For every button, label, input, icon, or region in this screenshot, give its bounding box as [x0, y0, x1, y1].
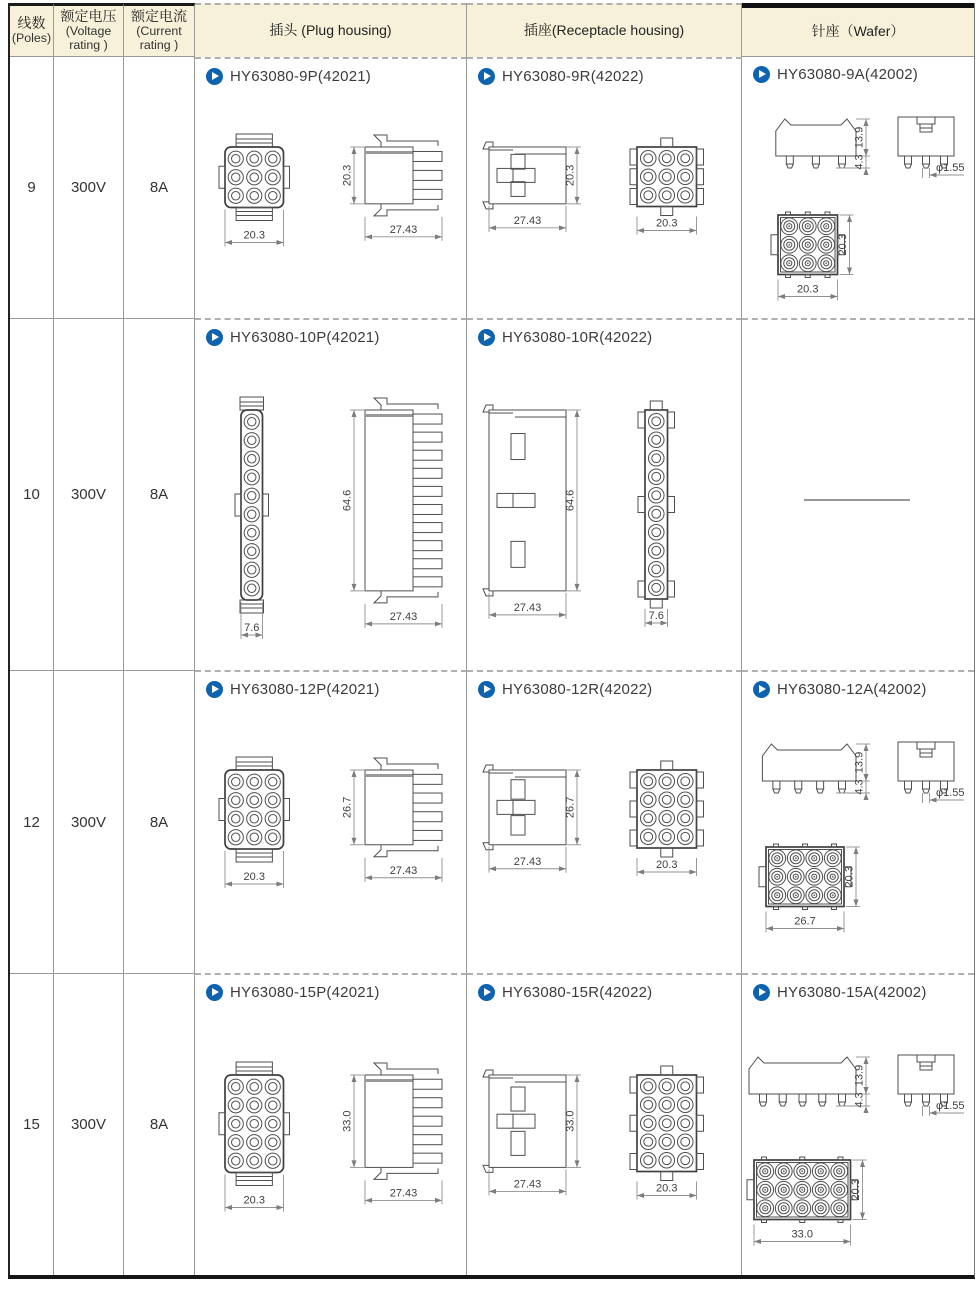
play-icon: [478, 984, 495, 1001]
header-current-en1: (Current: [136, 23, 182, 38]
wafer-drawing: [742, 672, 974, 973]
dim-label: 7.6: [244, 622, 260, 634]
receptacle-drawing: [467, 320, 742, 670]
part-number-label: HY63080-9R(42022): [502, 68, 644, 85]
plug-cell: [195, 318, 467, 670]
part-number-label: HY63080-9A(42002): [777, 66, 918, 83]
part-number-label: HY63080-9P(42021): [230, 68, 371, 85]
poles-value: 12: [10, 670, 54, 973]
header-voltage-en2: rating ): [69, 37, 108, 52]
header-poles: [10, 3, 54, 57]
plug-drawing: [195, 672, 467, 973]
receptacle-cell: [467, 57, 742, 318]
dim-label: 26.7: [564, 796, 577, 819]
plug-drawing: [195, 320, 467, 670]
dim-label: 27.43: [389, 1187, 418, 1200]
dim-label: 13.9: [853, 126, 866, 149]
dim-label: 20.3: [843, 866, 856, 888]
current-value: 8A: [124, 670, 195, 973]
voltage-value: 300V: [54, 318, 124, 670]
header-poles-en: (Poles): [11, 30, 52, 45]
play-icon: [206, 329, 223, 346]
dim-label: 4.3: [853, 779, 866, 795]
dim-label: 33.0: [341, 1110, 354, 1132]
plug-part-number[interactable]: [206, 68, 371, 85]
wafer-cell: [742, 973, 974, 1275]
dim-label: 13.9: [853, 1064, 866, 1087]
header-receptacle-housing: [467, 3, 742, 57]
wafer-cell: [742, 670, 974, 973]
play-icon: [206, 984, 223, 1001]
header-plug-label: 插头 (Plug housing): [269, 22, 392, 39]
receptacle-drawing: [467, 59, 742, 318]
dim-label: 27.43: [513, 214, 542, 227]
part-number-label: HY63080-15A(42002): [777, 984, 927, 1001]
dim-label: φ1.55: [936, 1100, 965, 1112]
voltage-value: 300V: [54, 57, 124, 318]
dim-label: 64.6: [564, 489, 577, 512]
wafer-cell: [742, 318, 974, 670]
current-value: 8A: [124, 57, 195, 318]
plug-cell: [195, 973, 467, 1275]
play-icon: [753, 681, 770, 698]
header-plug-housing: [195, 3, 467, 57]
wafer-part-number[interactable]: [753, 681, 927, 698]
dim-label: 20.3: [656, 859, 678, 871]
play-icon: [753, 66, 770, 83]
header-voltage-zh: 额定电压: [60, 8, 117, 25]
play-icon: [753, 984, 770, 1001]
voltage-value: 300V: [54, 670, 124, 973]
dim-label: 27.43: [389, 864, 418, 877]
receptacle-part-number[interactable]: [478, 984, 652, 1001]
dim-label: 26.7: [341, 796, 354, 819]
dim-label: 20.3: [850, 1179, 862, 1201]
part-number-label: HY63080-10R(42022): [502, 329, 653, 346]
dim-label: 27.43: [513, 855, 542, 868]
header-current-en2: rating ): [139, 37, 179, 52]
wafer-drawing: [742, 975, 974, 1275]
receptacle-cell: [467, 973, 742, 1275]
dim-label: 64.6: [341, 489, 354, 512]
receptacle-part-number[interactable]: [478, 68, 644, 85]
dim-label: 13.9: [853, 751, 866, 774]
current-value: 8A: [124, 973, 195, 1275]
dim-label: 20.3: [837, 234, 849, 256]
part-number-label: HY63080-15R(42022): [502, 984, 653, 1001]
wafer-drawing: [742, 320, 974, 670]
poles-value: 9: [10, 57, 54, 318]
dim-label: 20.3: [243, 871, 265, 883]
dim-label: 20.3: [797, 283, 819, 296]
plug-part-number[interactable]: [206, 681, 380, 698]
part-number-label: HY63080-12P(42021): [230, 681, 380, 698]
dim-label: 33.0: [791, 1228, 813, 1241]
header-poles-zh: 线数: [17, 15, 46, 32]
dim-label: 20.3: [341, 164, 354, 187]
dim-label: 20.3: [656, 1182, 678, 1195]
header-current: [124, 3, 195, 57]
dim-label: 20.3: [243, 1194, 265, 1207]
plug-part-number[interactable]: [206, 984, 380, 1001]
dim-label: 27.43: [389, 610, 418, 623]
part-number-label: HY63080-12R(42022): [502, 681, 653, 698]
current-value: 8A: [124, 318, 195, 670]
dim-label: 27.43: [513, 601, 542, 614]
receptacle-part-number[interactable]: [478, 681, 652, 698]
plug-drawing: [195, 975, 467, 1275]
header-current-zh: 额定电流: [131, 8, 187, 25]
receptacle-drawing: [467, 672, 742, 973]
plug-cell: [195, 57, 467, 318]
dim-label: φ1.55: [936, 162, 965, 174]
dim-label: 27.43: [389, 223, 418, 236]
play-icon: [206, 681, 223, 698]
poles-value: 15: [10, 973, 54, 1275]
dim-label: 4.3: [853, 1092, 866, 1108]
play-icon: [478, 329, 495, 346]
dim-label: 20.3: [564, 164, 577, 187]
dim-label: φ1.55: [936, 787, 965, 799]
part-number-label: HY63080-12A(42002): [777, 681, 927, 698]
poles-value: 10: [10, 318, 54, 670]
part-number-label: HY63080-15P(42021): [230, 984, 380, 1001]
dim-label: 7.6: [648, 610, 664, 622]
connector-spec-table: [8, 3, 975, 1279]
play-icon: [478, 68, 495, 85]
plug-drawing: [195, 59, 467, 318]
wafer-cell: [742, 57, 974, 318]
receptacle-part-number[interactable]: [478, 329, 652, 346]
header-receptacle-label: 插座(Receptacle housing): [523, 22, 685, 39]
plug-cell: [195, 670, 467, 973]
dim-label: 26.7: [794, 915, 816, 928]
play-icon: [206, 68, 223, 85]
wafer-part-number[interactable]: [753, 66, 918, 83]
header-voltage-en1: (Voltage: [65, 23, 112, 38]
dim-label: 4.3: [853, 154, 866, 170]
header-wafer-label: 针座（Wafer）: [811, 23, 905, 40]
part-number-label: HY63080-10P(42021): [230, 329, 380, 346]
plug-part-number[interactable]: [206, 329, 380, 346]
dim-label: 33.0: [564, 1110, 577, 1132]
dim-label: 20.3: [656, 217, 678, 230]
receptacle-drawing: [467, 975, 742, 1275]
dim-label: 20.3: [243, 229, 265, 242]
header-voltage: [54, 3, 124, 57]
play-icon: [478, 681, 495, 698]
voltage-value: 300V: [54, 973, 124, 1275]
header-wafer: [742, 3, 974, 57]
dim-label: 27.43: [513, 1178, 542, 1191]
wafer-drawing: [742, 57, 974, 318]
wafer-part-number[interactable]: [753, 984, 927, 1001]
receptacle-cell: [467, 318, 742, 670]
receptacle-cell: [467, 670, 742, 973]
